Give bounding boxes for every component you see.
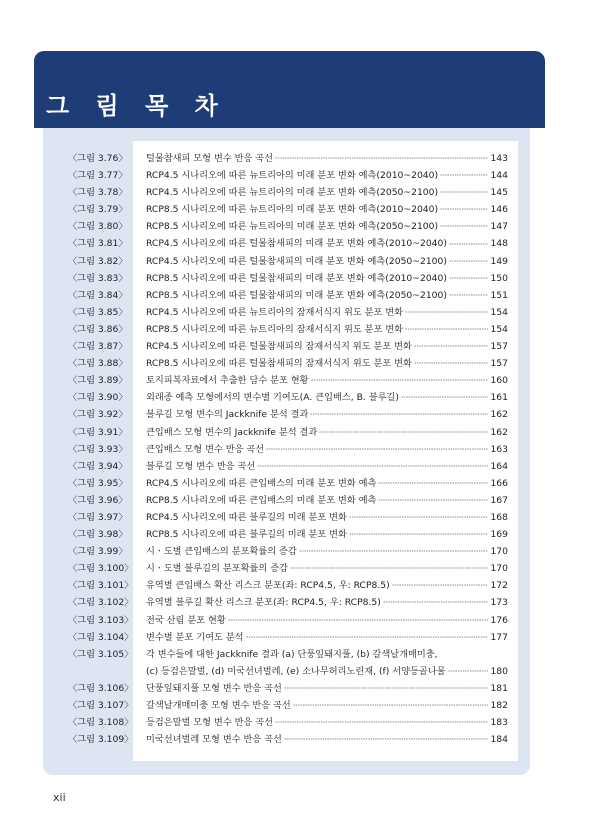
figure-number: 〈그림 3.97〉 [68,511,128,523]
page-ref: 181 [490,682,508,694]
toc-row[interactable] [0,492,593,509]
toc-row[interactable] [0,646,593,680]
toc-entry [146,475,508,492]
toc-row[interactable] [0,184,593,201]
dot-leader [319,428,488,437]
dot-leader [414,359,489,368]
toc-row[interactable] [0,714,593,731]
figure-number: 〈그림 3.101〉 [68,580,134,592]
figure-number: 〈그림 3.76〉 [68,153,128,164]
toc-entry [146,372,508,389]
page-ref: 150 [490,272,508,284]
figure-number: 〈그림 3.85〉 [68,306,128,318]
figure-number: 〈그림 3.80〉 [68,221,128,233]
page-number: xii [53,791,66,804]
figure-title: 변수별 분포 기여도 분석 [146,631,244,643]
toc-entry [146,458,508,475]
page-ref: 147 [490,221,508,233]
toc-row[interactable] [0,355,593,372]
figure-title: RCP8.5 시나리오에 따른 블루길의 미래 분포 변화 [146,529,347,541]
figure-title: RCP8.5 시나리오에 따른 뉴트리아의 잠재서식지 위도 분포 변화 [146,323,404,335]
figure-number: 〈그림 3.91〉 [68,426,128,438]
toc-row[interactable] [0,424,593,441]
page-ref: 144 [490,170,508,182]
dot-leader [440,188,488,197]
figure-title: 단풍잎돼지풀 모형 변수 반응 곡선 [146,682,282,694]
toc-entry [146,167,508,184]
toc-row[interactable] [0,612,593,629]
dot-leader [275,154,488,163]
figure-number: 〈그림 3.92〉 [68,409,128,421]
toc-entry [146,406,508,423]
toc-entry [146,150,508,167]
toc-entry [146,321,508,338]
toc-entry [146,577,508,594]
figure-number: 〈그림 3.93〉 [68,443,128,455]
page-ref: 149 [490,255,508,267]
figure-number: 〈그림 3.98〉 [68,529,128,541]
page-ref: 182 [490,700,508,711]
figure-number: 〈그림 3.96〉 [68,494,128,506]
figure-title: 등검은말벌 모형 변수 반응 곡선 [146,717,274,729]
figure-title: 유역별 큰입배스 확산 리스크 분포(좌: RCP4.5, 우: RCP8.5) [146,580,390,592]
dot-leader [290,564,489,573]
figure-title: 갈색날개매미충 모형 변수 반응 곡선 [146,700,291,711]
toc-row[interactable] [0,680,593,697]
page-ref: 172 [490,580,508,592]
figure-title: 미국선녀벌레 모형 변수 반응 곡선 [146,734,282,746]
figure-title: RCP8.5 시나리오에 따른 털물참새피의 미래 분포 변화 예측(2010~2040) [146,272,447,284]
figure-number: 〈그림 3.87〉 [68,341,128,353]
toc-entry [146,253,508,270]
page-ref: 145 [490,187,508,199]
dot-leader [266,445,488,454]
figure-number: 〈그림 3.102〉 [68,597,134,609]
toc-entry [146,509,508,526]
dot-leader [405,308,488,317]
figure-title: 유역별 블루길 확산 리스크 분포(좌: RCP4.5, 우: RCP8.5) [146,597,381,609]
page-ref: 154 [490,306,508,318]
figure-number: 〈그림 3.99〉 [68,546,128,558]
page-ref: 160 [490,375,508,387]
figure-title: RCP8.5 시나리오에 따른 뉴트리아의 미래 분포 변화 예측(2010~2040) [146,204,439,216]
figure-title: RCP4.5 시나리오에 따른 뉴트리아의 미래 분포 변화 예측(2050~2100) [146,187,439,199]
figure-title: 각 변수들에 대한 Jackknife 결과 (a) 단풍잎돼지풀, (b) 갈색날개매미충, [146,648,438,660]
page-ref: 167 [490,494,508,506]
toc-entry [146,441,508,458]
page-ref: 170 [490,563,508,575]
toc-entry [146,714,508,731]
dot-leader [449,240,489,249]
toc-row[interactable] [0,560,593,577]
figure-number: 〈그림 3.79〉 [68,204,128,216]
figure-number: 〈그림 3.94〉 [68,460,128,472]
toc-row[interactable] [0,441,593,458]
figure-number: 〈그림 3.100〉 [68,563,134,575]
figure-number: 〈그림 3.95〉 [68,477,128,489]
toc-row[interactable] [0,629,593,646]
figure-title: RCP8.5 시나리오에 따른 큰입배스의 미래 분포 변화 예측 [146,494,377,506]
dot-leader [449,257,489,266]
figure-title: 큰입배스 모형 변수의 Jackknife 분석 결과 [146,426,318,438]
figure-title: RCP4.5 시나리오에 따른 뉴트리아의 미래 분포 변화 예측(2010~2040) [146,170,439,182]
toc-row[interactable] [0,270,593,287]
toc-row[interactable] [0,218,593,235]
figure-number: 〈그림 3.89〉 [68,375,128,387]
figure-title: RCP4.5 시나리오에 따른 털물참새피의 잠재서식지 위도 분포 변화 [146,341,412,353]
toc-entry [146,270,508,287]
dot-leader [246,633,489,642]
dot-leader [414,342,489,351]
figure-number: 〈그림 3.109〉 [68,734,134,746]
figure-number: 〈그림 3.84〉 [68,289,128,301]
toc-entry [146,235,508,252]
toc-row[interactable] [0,731,593,748]
page-ref: 170 [490,546,508,558]
dot-leader [383,598,489,607]
page-ref: 157 [490,341,508,353]
toc-row[interactable] [0,543,593,560]
toc-entry [146,560,508,577]
toc-entry [146,680,508,697]
dot-leader [440,171,488,180]
figure-title: RCP4.5 시나리오에 따른 블루길의 미래 분포 변화 [146,511,347,523]
dot-leader [401,393,489,402]
page-ref: 183 [490,717,508,729]
figure-title: RCP4.5 시나리오에 따른 뉴트리아의 잠재서식지 위도 분포 변화 [146,306,404,318]
toc-row[interactable] [0,577,593,594]
page-ref: 157 [490,358,508,370]
figure-number: 〈그림 3.104〉 [68,631,134,643]
dot-leader [257,462,488,471]
page-ref: 180 [490,665,508,677]
figure-number: 〈그림 3.83〉 [68,272,128,284]
page-ref: 173 [490,597,508,609]
figure-number: 〈그림 3.78〉 [68,187,128,199]
toc-row[interactable] [0,338,593,355]
figure-number: 〈그림 3.88〉 [68,358,128,370]
page-ref: 146 [490,204,508,216]
dot-leader [448,667,489,676]
figure-title: 시ㆍ도별 블루길의 분포확률의 증감 [146,563,288,575]
figure-number: 〈그림 3.108〉 [68,717,134,729]
figure-number: 〈그림 3.105〉 [68,648,134,660]
page-ref: 162 [490,426,508,438]
page-ref: 148 [490,238,508,250]
figure-title: 블루길 모형 변수의 Jackknife 분석 결과 [146,409,309,421]
dot-leader [378,496,488,505]
toc-row[interactable] [0,458,593,475]
dot-leader [349,513,489,522]
toc-row[interactable] [0,697,593,714]
dot-leader [449,291,489,300]
toc-entry [146,218,508,235]
toc-row[interactable] [0,509,593,526]
toc-entry [146,526,508,543]
dot-leader [311,376,489,385]
page-ref: 176 [490,614,508,626]
page-ref: 143 [490,153,508,164]
figure-title: RCP4.5 시나리오에 따른 큰입배스의 미래 분포 변화 예측 [146,477,377,489]
toc-entry [146,646,508,680]
figure-title: 토지피복자료에서 추출한 담수 분포 현황 [146,375,309,387]
page-ref: 168 [490,511,508,523]
dot-leader [440,205,488,214]
dot-leader [228,616,489,625]
page-ref: 154 [490,323,508,335]
figure-number: 〈그림 3.82〉 [68,255,128,267]
figure-title: RCP4.5 시나리오에 따른 털물참새피의 미래 분포 변화 예측(2010~2040) [146,238,447,250]
toc-entry [146,424,508,441]
figure-title: RCP8.5 시나리오에 따른 뉴트리아의 미래 분포 변화 예측(2050~2100) [146,221,439,233]
page-ref: 169 [490,529,508,541]
dot-leader [349,530,489,539]
toc-entry [146,304,508,321]
page-ref: 162 [490,409,508,421]
toc-row[interactable] [0,253,593,270]
figure-title: RCP8.5 시나리오에 따른 털물참새피의 미래 분포 변화 예측(2050~2100) [146,289,447,301]
figure-number: 〈그림 3.86〉 [68,323,128,335]
figure-number: 〈그림 3.77〉 [68,170,128,182]
figure-title-continued: (c) 등검은말벌, (d) 미국선녀벌레, (e) 소나무허리노린재, (f) 서양등골나물 [146,665,446,677]
figure-title: 털물참새피 모형 변수 반응 곡선 [146,153,274,164]
toc-row[interactable] [0,526,593,543]
page-ref: 151 [490,289,508,301]
toc-entry [146,492,508,509]
toc-entry [146,355,508,372]
toc-entry [146,287,508,304]
toc-entry [146,389,508,406]
dot-leader [392,581,489,590]
dot-leader [310,410,488,419]
dot-leader [440,222,488,231]
dot-leader [449,274,489,283]
toc-entry [146,543,508,560]
toc-row[interactable] [0,406,593,423]
dot-leader [275,718,488,727]
figure-number: 〈그림 3.107〉 [68,700,134,711]
dot-leader [293,701,489,710]
toc-row[interactable] [0,287,593,304]
page-ref: 163 [490,443,508,455]
figure-title: RCP4.5 시나리오에 따른 털물참새피의 미래 분포 변화 예측(2050~2100) [146,255,447,267]
dot-leader [378,479,488,488]
toc-entry [146,338,508,355]
toc-entry [146,594,508,611]
toc-entry [146,629,508,646]
figure-number: 〈그림 3.106〉 [68,682,134,694]
toc-row[interactable] [0,150,593,167]
page-ref: 164 [490,460,508,472]
figure-title: 시ㆍ도별 큰입배스의 분포확률의 증감 [146,546,297,558]
dot-leader [284,684,489,693]
toc-entry [146,184,508,201]
toc-row[interactable] [0,594,593,611]
dot-leader [405,325,488,334]
page-ref: 161 [490,392,508,404]
toc-entry [146,201,508,218]
figure-title: 블루길 모형 변수 반응 곡선 [146,460,256,472]
figure-title: RCP8.5 시나리오에 따른 털물참새피의 잠재서식지 위도 분포 변화 [146,358,412,370]
toc-entry [146,731,508,748]
toc-row[interactable] [0,201,593,218]
page-title: 그 림 목 차 [46,92,227,120]
figure-number: 〈그림 3.90〉 [68,392,128,404]
toc-row[interactable] [0,304,593,321]
toc-row[interactable] [0,235,593,252]
page-ref: 177 [490,631,508,643]
toc-list [0,150,593,748]
figure-title: 외래종 예측 모형에서의 변수별 기여도(A. 큰입배스, B. 블루길) [146,392,399,404]
figure-title: 전국 산림 분포 현황 [146,614,226,626]
toc-row[interactable] [0,321,593,338]
dot-leader [299,547,489,556]
page-ref: 166 [490,477,508,489]
toc-row[interactable] [0,389,593,406]
dot-leader [284,735,489,744]
toc-row[interactable] [0,372,593,389]
toc-entry [146,612,508,629]
toc-row[interactable] [0,475,593,492]
figure-title: 큰입배스 모형 변수 반응 곡선 [146,443,265,455]
toc-row[interactable] [0,167,593,184]
toc-entry [146,697,508,714]
page-ref: 184 [490,734,508,746]
figure-number: 〈그림 3.103〉 [68,614,134,626]
figure-number: 〈그림 3.81〉 [68,238,128,250]
